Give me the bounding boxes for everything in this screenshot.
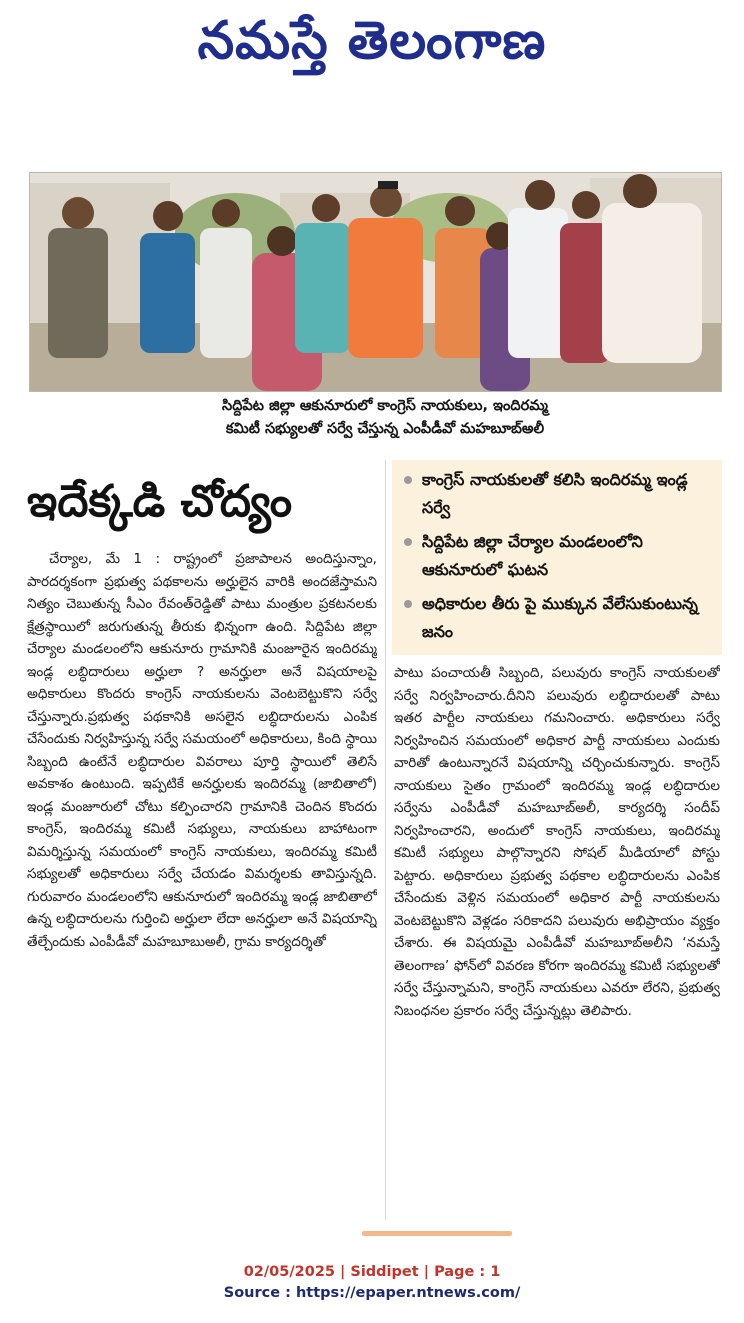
article-body-text: చేర్యాల, మే 1 : రాష్ట్రంలో ప్రజాపాలన అందిస్తున్నాం, పారదర్శకంగా ప్రభుత్వ పథకాలను అర్హులైన వారికి అందజేస్తామని నిత్యం చెబుతున్న సీఎం రేవంత్‌రెడ్డితో పాటు మంత్రుల ప్రకటనలకు క్షేత్రస్థాయిలో జరుగుతున్న తీరుకు భిన్నంగా ఉంది. సిద్దిపేట జిల్లా చేర్యాల మండలంలోని ఆకునూరు గ్రామానికి మంజూరైన ఇందిరమ్మ ఇండ్ల లబ్ధిదారులు అర్హులా ? అనర్హులా అనే విషయాలపై అధికారులు కొందరు కాంగ్రెస్ నాయకులను వెంటబెట్టుకొని సర్వే చేస్తున్నారు.ప్రభుత్వ పథకానికి అసలైన లబ్ధిదారులను ఎంపిక చేసేందుకు నిర్వహిస్తున్న సర్వే సమయంలో అధికారులు, కింది స్థాయి సిబ్బంది ఉంటేనే లబ్ధిదారుల వివరాలు పూర్తి స్థాయిలో తెలిసే అవకాశం ఉంటుంది. ఇప్పటికే అనర్హులకు ఇందిరమ్మ (జాబితాలో) ఇండ్ల మంజూరులో చోటు కల్పించారని గ్రామానికి చెందిన కొందరు కాంగ్రెస్, ఇందిరమ్మ కమిటీ సభ్యులు, నాయకులు బాహాటంగా విమర్శిస్తున్న సమయంలో కాంగ్రెస్ నాయకులు, ఇందిరమ్మ కమిటీ సభ్యులతో అధికారులు సర్వే చేయడం విమర్శలకు తావిస్తున్నది. గురువారం మండలంలోని ఆకునూరులో ఇందిరమ్మ ఇండ్ల జాబితాలో ఉన్న లబ్ధిదారులను గుర్తించి అర్హులా లేదా అనర్హులా అనే విషయాన్ని తేల్చేందుకు ఎంపీడీవో మహబూబుఅలీ, గ్రామ కార్యదర్శితో (27, 551, 377, 950)
photo-caption (150, 395, 620, 441)
highlight-text: సిద్దిపేట జిల్లా చేర్యాల మండలంలోని ఆకునూరులో ఘటన (422, 532, 643, 579)
footer-dateline: 02/05/2025 | Siddipet | Page : 1 (243, 1264, 501, 1280)
highlight-text: కాంగ్రెస్ నాయకులతో కలిసి ఇందిరమ్మ ఇండ్ల సర్వే (422, 470, 688, 517)
page-footer (0, 1262, 744, 1304)
article-headline: ఇదేక్కడి చోద్యం (27, 476, 293, 527)
bullet-icon (404, 538, 412, 546)
news-photo (29, 172, 722, 392)
article-body-text: పాటు పంచాయతీ సిబ్బంది, పలువురు కాంగ్రెస్ నాయకులతో సర్వే నిర్వహించారు.దీనిని పలువురు లబ్ధిదారులతో పాటు ఇతర పార్టీల నాయకులు గమనించారు. అధికారులు సర్వే నిర్వహించిన సమయంలో అధికార పార్టీ నాయకులు ఎందుకు వారితో ఉంటున్నారనే విషయాన్ని చర్చించుకున్నారు. కాంగ్రెస్ నాయకులు సైతం గ్రామంలో ఇందిరమ్మ ఇండ్ల లబ్ధిదారుల సర్వేను ఎంపీడీవో మహబూబ్అలీ, కార్యదర్శి సందీప్ నిర్వహించారని, అందులో కాంగ్రెస్ నాయకులు, ఇందిరమ్మ కమిటీ సభ్యులు పాల్గొన్నారని సోషల్ మీడియాలో పోస్టు పెట్టారు. అధికారులు ప్రభుత్వ పథకాల లబ్ధిదారులను ఎంపిక చేసేందుకు వెళ్లిన సమయంలో అధికార పార్టీ నాయకులను వెంటబెట్టుకొని వెళ్లడం సరికాదని పలువురు అభిప్రాయం వ్యక్తం చేశారు. ఈ విషయమై ఎంపీడీవో మహబూబ్అలీని ‘నమస్తే తెలంగాణ’ ఫోన్‌లో వివరణ కోరగా ఇందిరమ్మ కమిటీ సభ్యులతో సర్వే చేస్తున్నామని, కాంగ్రెస్ నాయకులు ఎవరూ లేరని, ప్రభుత్వ నిబంధనల ప్రకారం సర్వే చేస్తున్నట్లు తెలిపారు. (394, 665, 720, 1019)
article-column-2 (394, 662, 720, 1222)
highlight-text: అధికారుల తీరు పై ముక్కున వేలేసుకుంటున్న జనం (422, 594, 698, 641)
footer-source-link[interactable]: Source : https://epaper.ntnews.com/ (223, 1285, 521, 1301)
bullet-icon (404, 600, 412, 608)
highlight-item (392, 528, 722, 584)
article-column-1 (27, 548, 377, 1228)
newspaper-masthead: నమస్తే తెలంగాణ (197, 11, 547, 71)
article-end-rule (362, 1231, 512, 1236)
photo-caption-line: కమిటీ సభ్యులతో సర్వే చేస్తున్న ఎంపీడీవో మహబూబ్అలీ (225, 421, 545, 437)
column-divider (385, 460, 386, 1220)
photo-caption-line: సిద్దిపేట జిల్లా ఆకునూరులో కాంగ్రెస్ నాయకులు, ఇందిరమ్మ (222, 398, 548, 414)
highlight-item (392, 466, 722, 522)
bullet-icon (404, 476, 412, 484)
highlights-box (392, 460, 722, 655)
highlight-item (392, 590, 722, 646)
